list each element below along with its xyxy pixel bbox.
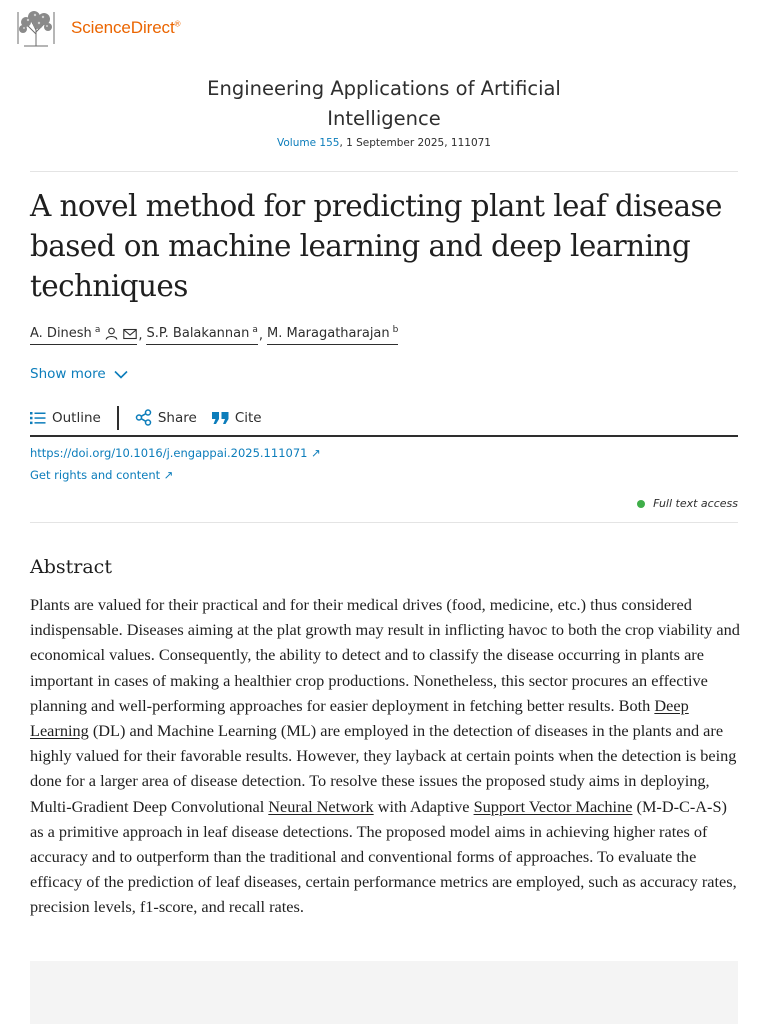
article-toolbar	[30, 400, 738, 437]
neural-network-link[interactable]: Neural Network	[268, 796, 374, 816]
volume-link[interactable]: Volume 155	[277, 137, 340, 149]
author-maragatharajan[interactable]	[267, 326, 398, 345]
author-balakannan[interactable]	[146, 326, 257, 345]
person-icon	[105, 327, 118, 340]
deep-learning-link[interactable]: Deep Learning	[30, 695, 689, 741]
journal-title[interactable]	[0, 74, 768, 134]
abstract-text	[30, 592, 740, 920]
journal-title-line2: Intelligence	[327, 107, 441, 130]
outline-label: Outline	[52, 409, 101, 426]
external-link-icon: ↗	[163, 468, 174, 482]
brand-name: ScienceDirect	[71, 18, 175, 37]
content-placeholder-box	[30, 961, 738, 1024]
author-dinesh[interactable]	[30, 326, 137, 345]
site-header	[14, 8, 180, 48]
journal-title-line1: Engineering Applications of Artificial	[207, 77, 561, 100]
author-name: A. Dinesh	[30, 326, 92, 341]
author-separator: ,	[258, 328, 264, 343]
rights-label: Get rights and content	[30, 468, 161, 482]
abstract-part4: (M-D-C-A-S) as a primitive approach in leaf disease detections. The proposed model aims in achieving higher rates of accuracy and to outperform than the traditional and conventional forms of approaches. To evaluate the efficacy of the prediction of leaf diseases, certain performance metrics are employed, such as accuracy rates, precision levels, f1-score, and recall rates.	[30, 796, 737, 917]
abstract-heading: Abstract	[30, 556, 112, 578]
toolbar-divider	[117, 406, 119, 430]
rights-link[interactable]	[30, 468, 173, 482]
volume-date: , 1 September 2025, 111071	[339, 137, 491, 149]
abstract-part2: (DL) and Machine Learning (ML) are employed in the detection of diseases in the plants and are highly valued for their favorable results. However, they layback at certain points when the detection is being done for a larger area of disease detection. To resolve these issues the proposed study aims in deploying, Multi-Gradient Deep Convolutional	[30, 721, 737, 816]
section-divider	[30, 522, 738, 523]
share-button[interactable]	[135, 409, 197, 426]
share-icon	[135, 409, 152, 426]
quote-icon	[212, 411, 229, 425]
abstract-part3: with Adaptive	[373, 796, 474, 816]
access-dot-icon	[637, 500, 645, 508]
article-title: A novel method for predicting plant leaf disease based on machine learning and deep learning techniques	[30, 189, 722, 303]
author-affiliation: a	[252, 324, 258, 335]
external-link-icon: ↗	[311, 446, 321, 460]
author-affiliation: a	[94, 324, 101, 335]
share-label: Share	[157, 409, 197, 426]
outline-button[interactable]	[30, 410, 101, 426]
chevron-down-icon	[114, 370, 128, 379]
support-vector-machine-link[interactable]: Support Vector Machine	[473, 796, 633, 816]
cite-label: Cite	[234, 409, 262, 426]
brand-registered-mark: ®	[174, 19, 181, 29]
volume-line	[0, 137, 768, 149]
author-affiliation: b	[392, 324, 399, 335]
access-label: Full text access	[653, 497, 738, 510]
sciencedirect-wordmark[interactable]	[71, 18, 180, 38]
cite-button[interactable]	[212, 410, 262, 426]
author-list	[30, 326, 398, 345]
show-more-label: Show more	[30, 366, 106, 382]
author-separator: ,	[138, 328, 143, 343]
abstract-part1: Plants are valued for their practical and for their medical drives (food, medicine, etc.) thus considered indispensable. Diseases aiming at the plat growth may result in inflicting havoc to both the crop viability and economical values. Consequently, the ability to detect and to classify the disease occurring in plants are important in cases of making a healthier crop productions. Nonetheless, this sector procures an effective planning and well-performing approaches for easier deployment in fetching better results. Both	[30, 595, 740, 715]
outline-icon	[30, 411, 46, 425]
doi-link[interactable]	[30, 446, 321, 460]
mail-icon	[123, 328, 137, 340]
header-divider	[30, 171, 738, 172]
doi-url: https://doi.org/10.1016/j.engappai.2025.111071	[30, 446, 308, 460]
author-name: S.P. Balakannan	[146, 326, 250, 341]
show-more-button[interactable]	[30, 366, 128, 382]
elsevier-tree-icon[interactable]	[14, 8, 58, 48]
author-name: M. Maragatharajan	[267, 326, 390, 341]
access-badge	[637, 497, 738, 510]
